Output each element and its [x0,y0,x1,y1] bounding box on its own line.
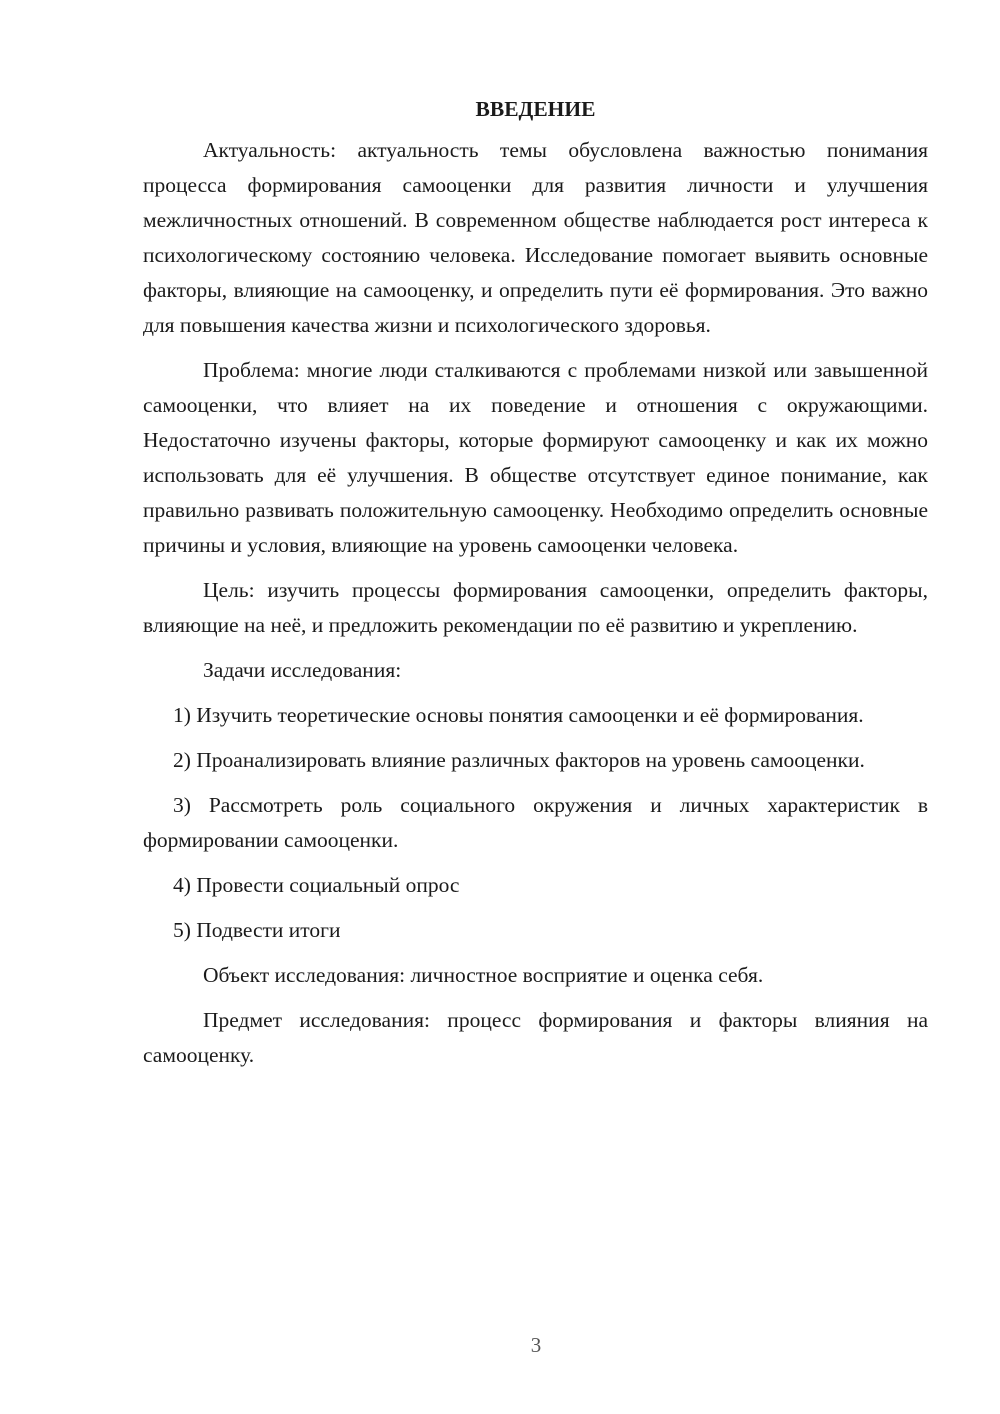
paragraph-object: Объект исследования: личностное восприятие и оценка себя. [203,963,764,987]
paragraph-goal: Цель: изучить процессы формирования самооценки, определить факторы, влияющие на неё, и предложить рекомендации по её развитию и укреплению. [143,578,928,637]
task-item-5: 5) Подвести итоги [173,918,341,942]
task-item-3: 3) Рассмотреть роль социального окружения и личных характеристик в формировании самооценки. [143,793,928,852]
page-title: ВВЕДЕНИЕ [475,97,596,121]
task-item-4: 4) Провести социальный опрос [173,873,460,897]
task-item-1: 1) Изучить теоретические основы понятия самооценки и её формирования. [173,703,864,727]
tasks-heading: Задачи исследования: [203,658,402,682]
paragraph-relevance: Актуальность: актуальность темы обусловлена важностью понимания процесса формирования самооценки для развития личности и улучшения межличностных отношений. В современном обществе наблюдается рост интереса к психологическому состоянию человека. Исследование помогает выявить основные факторы, влияющие на самооценку, и определить пути её формирования. Это важно для повышения качества жизни и психологического здоровья. [143,138,928,337]
task-item-2: 2) Проанализировать влияние различных факторов на уровень самооценки. [173,748,865,772]
document-page [143,92,928,1083]
paragraph-problem: Проблема: многие люди сталкиваются с проблемами низкой или завышенной самооценки, что влияет на их поведение и отношения с окружающими. Недостаточно изучены факторы, которые формируют самооценку и как их можно использовать для её улучшения. В обществе отсутствует единое понимание, как правильно развивать положительную самооценку. Необходимо определить основные причины и условия, влияющие на уровень самооценки человека. [143,358,928,557]
page-number: 3 [530,1333,542,1357]
paragraph-subject: Предмет исследования: процесс формирования и факторы влияния на самооценку. [143,1008,928,1067]
